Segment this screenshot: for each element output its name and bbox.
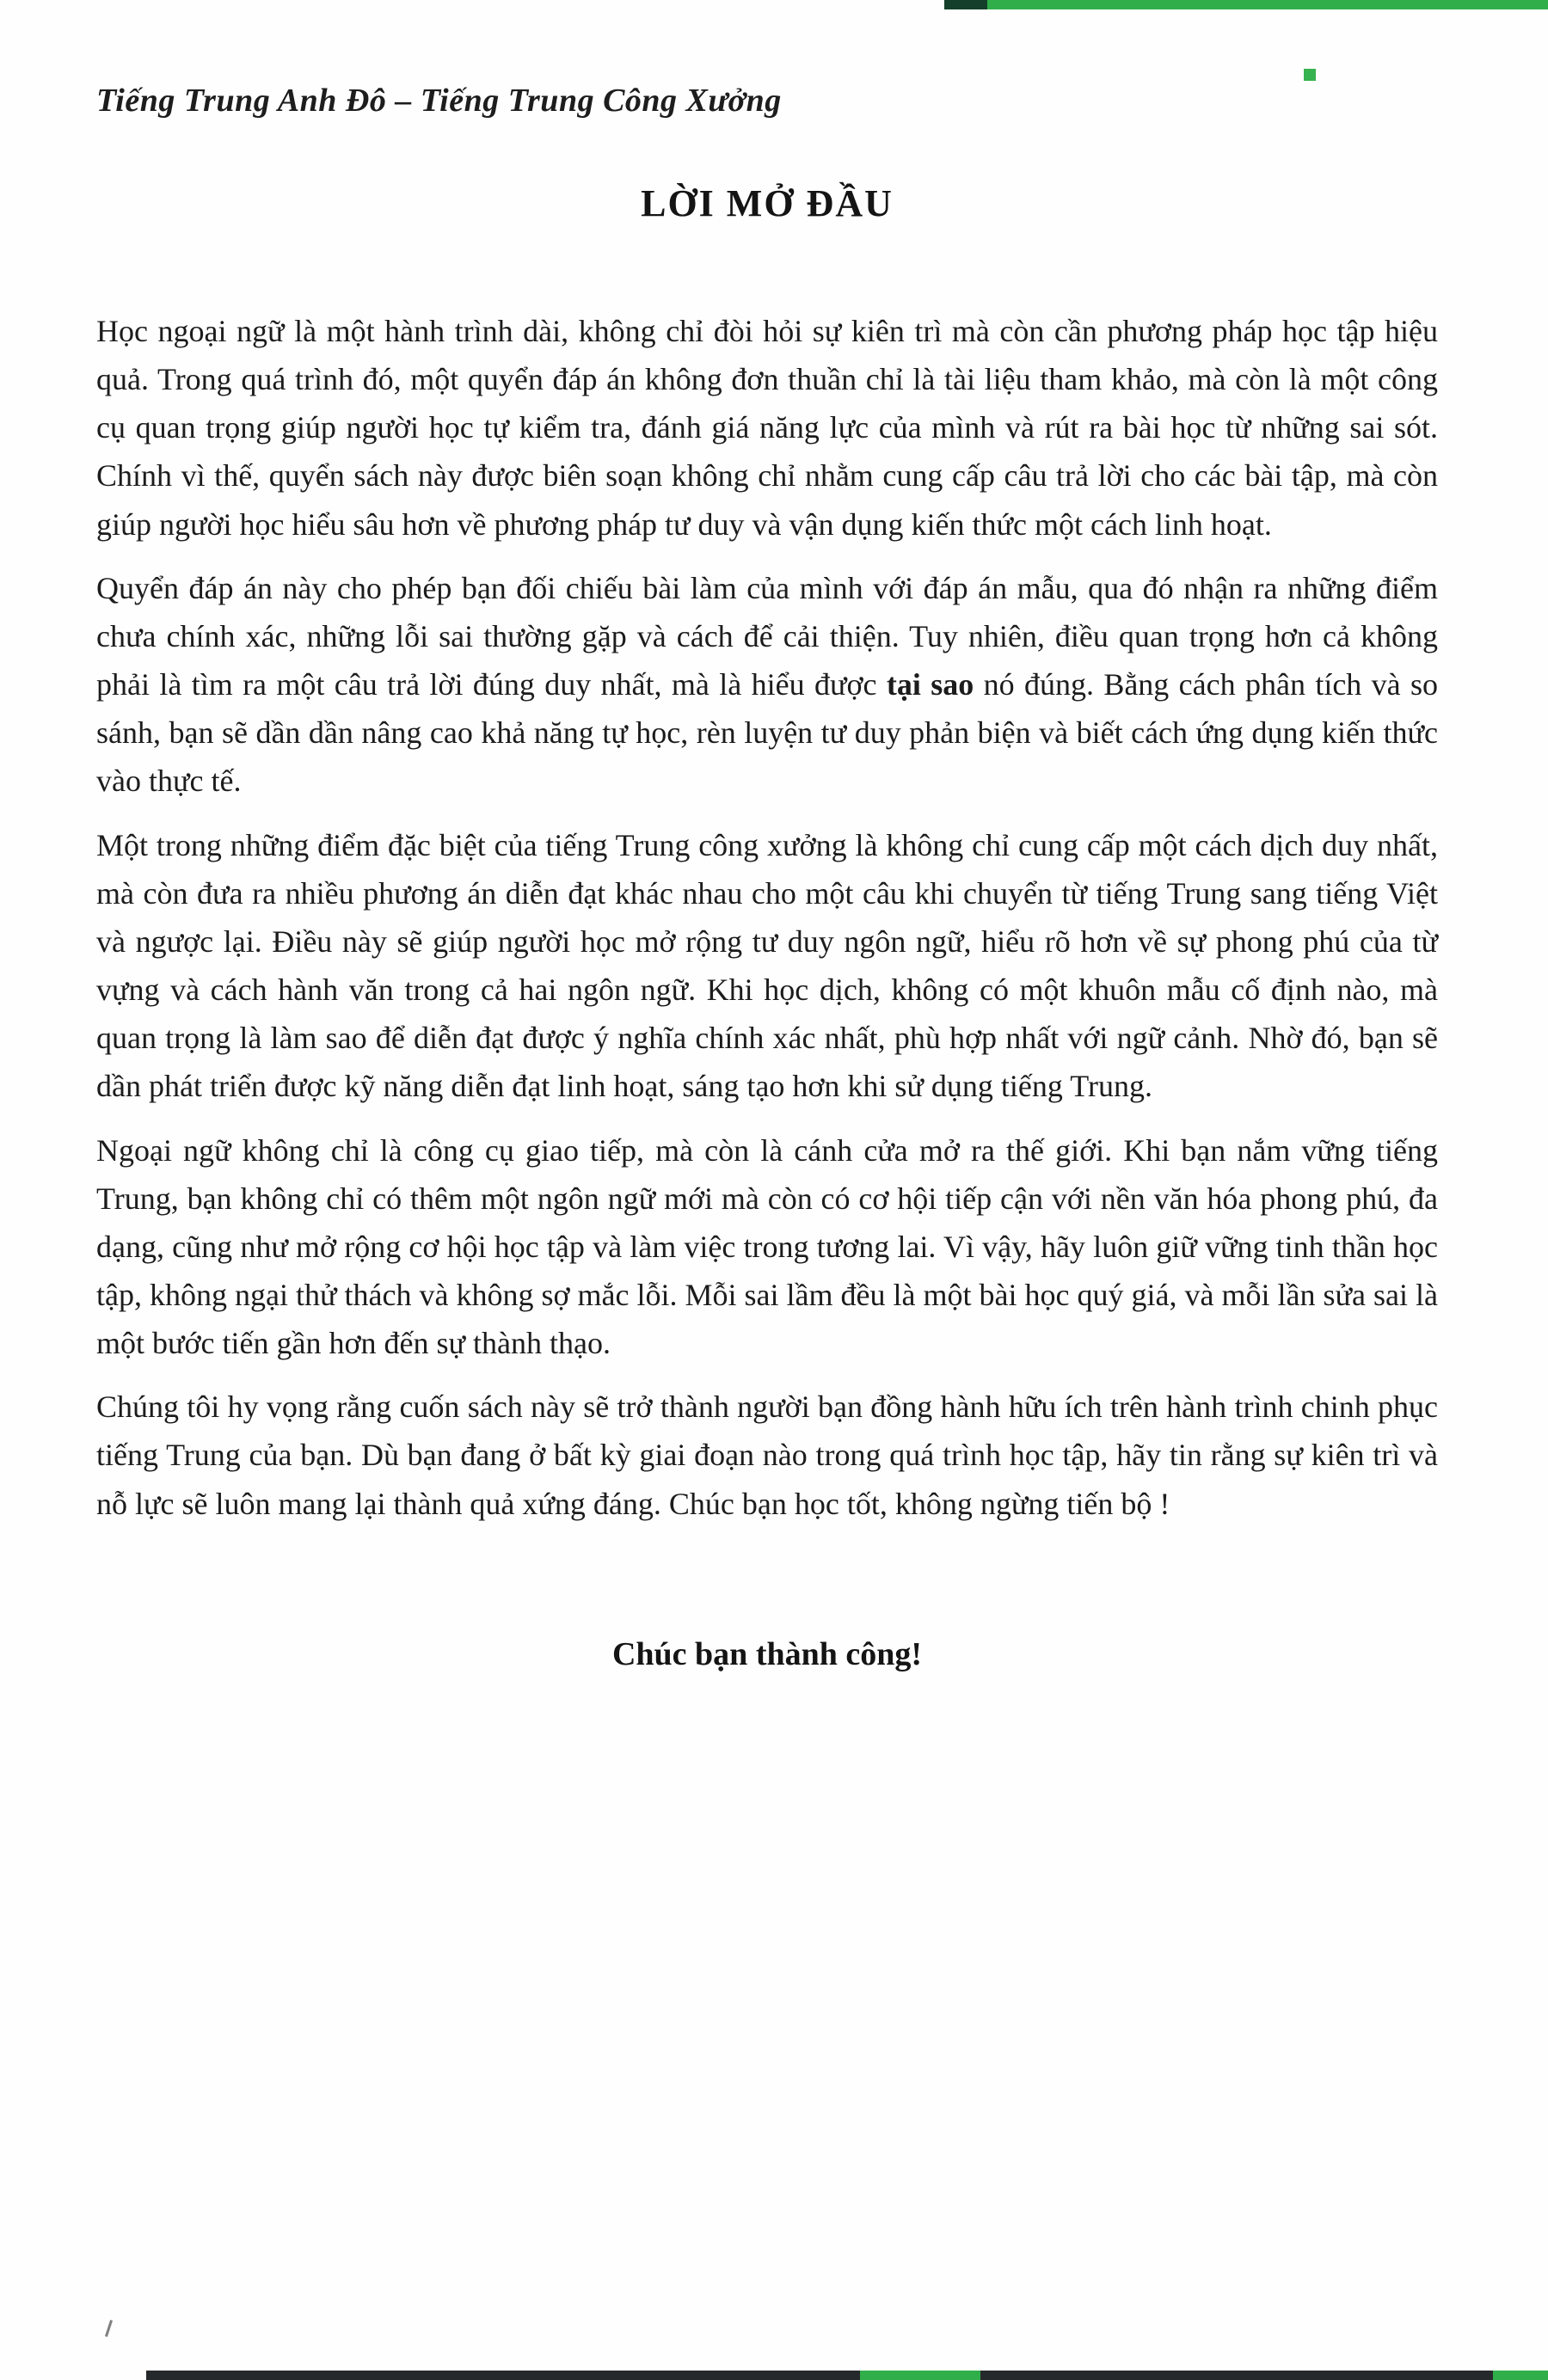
- closing-line: Chúc bạn thành công!: [611, 1635, 923, 1672]
- scan-artifact-bottom-green-mid: [860, 2371, 980, 2380]
- page-title: LỜI MỞ ĐẦU: [641, 182, 894, 224]
- paragraph-2-emphasis: tại sao: [886, 667, 974, 702]
- paragraph-3: Một trong những điểm đặc biệt của tiếng Trung công xưởng là không chỉ cung cấp một cách dịch duy nhất, mà còn đưa ra nhiều phương án diễn đạt khác nhau cho một câu khi chuyển từ tiếng Trung sang tiếng Việt và ngược lại. Điều này sẽ giúp người học mở rộng tư duy ngôn ngữ, hiểu rõ hơn về sự phong phú của từ vựng và cách hành văn trong cả hai ngôn ngữ. Khi học dịch, không có một khuôn mẫu cố định nào, mà quan trọng là làm sao để diễn đạt được ý nghĩa chính xác nhất, phù hợp nhất với ngữ cảnh. Nhờ đó, bạn sẽ dần phát triển được kỹ năng diễn đạt linh hoạt, sáng tạo hơn khi sử dụng tiếng Trung.: [96, 827, 1438, 1104]
- scan-artifact-bottom-green-right: [1493, 2371, 1548, 2380]
- scan-artifact-top-strip-green: [987, 0, 1548, 9]
- document-body: [96, 307, 1438, 1528]
- paragraph-2: [96, 564, 1438, 806]
- paragraph-2-text-before: Quyển đáp án này cho phép bạn đối chiếu bài làm của mình với đáp án mẫu, qua đó nhận ra những điểm chưa chính xác, những lỗi sai thường gặp và cách để cải thiện. Tuy nhiên, điều quan trọng hơn cả không phải là tìm ra một câu trả lời đúng duy nhất, mà là hiểu được: [96, 570, 1438, 702]
- scan-artifact-top-strip-dark: [944, 0, 987, 9]
- running-head: Tiếng Trung Anh Đô – Tiếng Trung Công Xưởng: [96, 83, 782, 119]
- scan-artifact-green-square: [1304, 69, 1316, 81]
- scan-artifact-pen-mark: [105, 2320, 113, 2337]
- paragraph-1: Học ngoại ngữ là một hành trình dài, không chỉ đòi hỏi sự kiên trì mà còn cần phương pháp học tập hiệu quả. Trong quá trình đó, một quyển đáp án không đơn thuần chỉ là tài liệu tham khảo, mà còn là một công cụ quan trọng giúp người học tự kiểm tra, đánh giá năng lực của mình và rút ra bài học từ những sai sót. Chính vì thế, quyển sách này được biên soạn không chỉ nhằm cung cấp câu trả lời cho các bài tập, mà còn giúp người học hiểu sâu hơn về phương pháp tư duy và vận dụng kiến thức một cách linh hoạt.: [96, 314, 1438, 542]
- paragraph-5: Chúng tôi hy vọng rằng cuốn sách này sẽ trở thành người bạn đồng hành hữu ích trên hành trình chinh phục tiếng Trung của bạn. Dù bạn đang ở bất kỳ giai đoạn nào trong quá trình học tập, hãy tin rằng sự kiên trì và nỗ lực sẽ luôn mang lại thành quả xứng đáng. Chúc bạn học tốt, không ngừng tiến bộ !: [96, 1389, 1438, 1521]
- paragraph-4: Ngoại ngữ không chỉ là công cụ giao tiếp, mà còn là cánh cửa mở ra thế giới. Khi bạn nắm vững tiếng Trung, bạn không chỉ có thêm một ngôn ngữ mới mà còn có cơ hội tiếp cận với nền văn hóa phong phú, đa dạng, cũng như mở rộng cơ hội học tập và làm việc trong tương lai. Vì vậy, hãy luôn giữ vững tinh thần học tập, không ngại thử thách và không sợ mắc lỗi. Mỗi sai lầm đều là một bài học quý giá, và mỗi lần sửa sai là một bước tiến gần hơn đến sự thành thạo.: [96, 1132, 1438, 1361]
- paragraph-2-text-after: nó đúng. Bằng cách phân tích và so sánh, bạn sẽ dần dần nâng cao khả năng tự học, rèn luyện tư duy phản biện và biết cách ứng dụng kiến thức vào thực tế.: [96, 667, 1439, 799]
- scan-artifact-bottom-strip: [146, 2371, 1548, 2380]
